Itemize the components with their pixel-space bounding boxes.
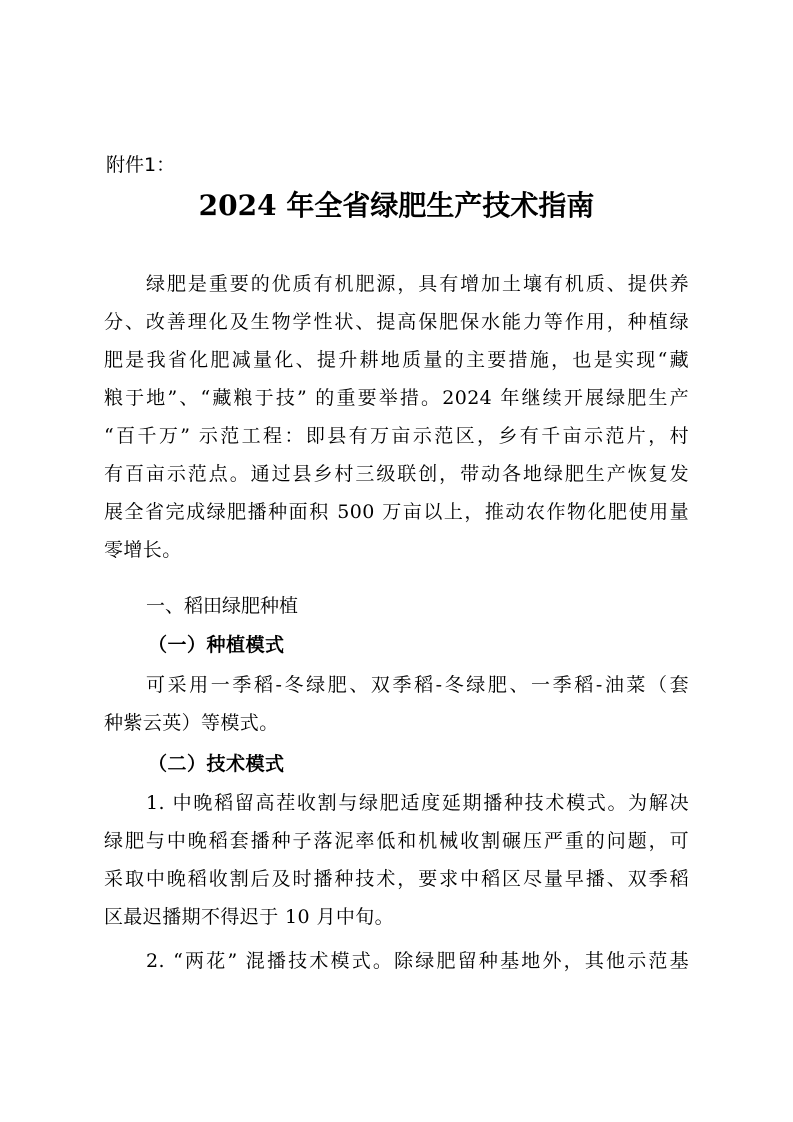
sub1-line-2: 种紫云英）等模式。 (104, 712, 279, 734)
intro-line-5: “百千万” 示范工程：即县有万亩示范区，乡有千亩示范片，村 (104, 425, 689, 447)
section-heading-1: 一、稻田绿肥种植 (146, 595, 299, 617)
subsection-heading-1: （一）种植模式 (148, 634, 285, 656)
intro-line-6: 有百亩示范点。通过县乡村三级联创，带动各地绿肥生产恢复发 (104, 463, 689, 485)
intro-line-8: 零增长。 (104, 539, 182, 561)
sub2-line-1: 1. 中晚稻留高茬收割与绿肥适度延期播种技术模式。为解决 (146, 792, 689, 814)
subsection-heading-2: （二）技术模式 (148, 753, 285, 775)
sub2-line-5: 2. “两花” 混播技术模式。除绿肥留种基地外，其他示范基 (146, 950, 689, 972)
sub2-line-4: 区最迟播期不得迟于 10 月中旬。 (104, 906, 395, 928)
intro-line-3: 肥是我省化肥减量化、提升耕地质量的主要措施，也是实现“藏 (104, 349, 689, 371)
sub2-line-2: 绿肥与中晚稻套播种子落泥率低和机械收割碾压严重的问题，可 (104, 830, 689, 852)
intro-line-7: 展全省完成绿肥播种面积 500 万亩以上，推动农作物化肥使用量 (104, 501, 689, 523)
intro-line-4: 粮于地”、“藏粮于技” 的重要举措。2024 年继续开展绿肥生产 (104, 387, 689, 409)
intro-line-2: 分、改善理化及生物学性状、提高保肥保水能力等作用，种植绿 (104, 311, 689, 333)
document-title: 2024 年全省绿肥生产技术指南 (198, 189, 595, 222)
sub1-line-1: 可采用一季稻-冬绿肥、双季稻-冬绿肥、一季稻-油菜（套 (146, 674, 689, 696)
attachment-label: 附件1： (106, 154, 176, 176)
sub2-line-3: 采取中晚稻收割后及时播种技术，要求中稻区尽量早播、双季稻 (104, 868, 689, 890)
intro-line-1: 绿肥是重要的优质有机肥源，具有增加土壤有机质、提供养 (146, 273, 689, 295)
